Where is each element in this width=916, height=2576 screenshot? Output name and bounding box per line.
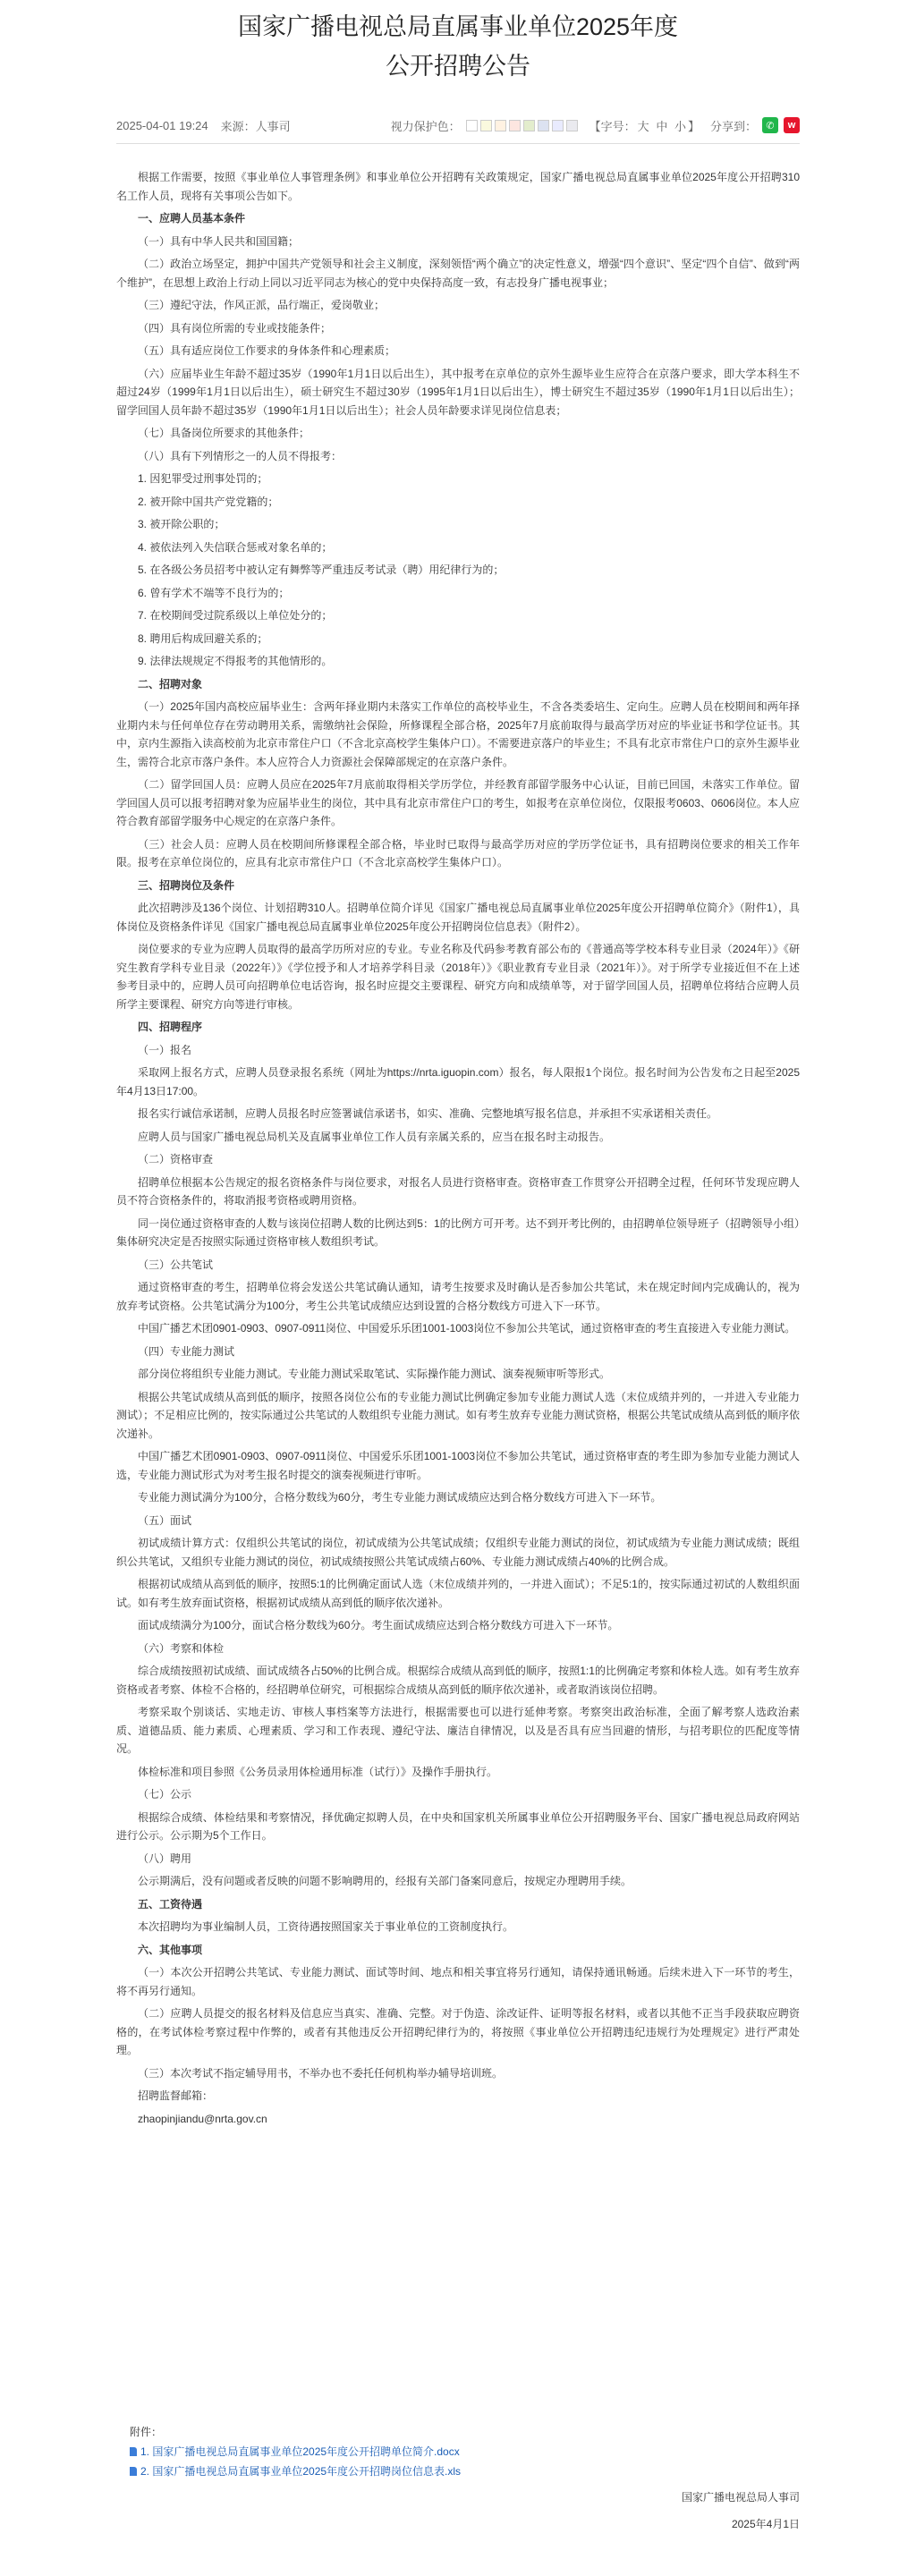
body-paragraph: 8. 聘用后构成回避关系的； xyxy=(138,631,268,645)
signature-date: 2025年4月1日 xyxy=(731,2518,800,2530)
body-paragraph: （一）2025年国内高校应届毕业生：含两年择业期内未落实工作单位的高校毕业生，不含各类委培生、定向生。应聘人员在校期间和两年择业期内未与任何单位存在劳动聘用关系，需缴纳社会保险，所修课程全部合格，2025年7月底前取得与最高学历对应的毕业证书和学位证书。其中，京内生源指入读高校前为北京市常住户口（不含北京高校学生集体户口）。不需要进京落户的毕业生；不具有北京市常住户口的京外生源毕业生，需符合北京市落户条件。本人应符合人力资源社会保障部规定的在京落户条件。 xyxy=(116,700,800,768)
body-paragraph: （一）具有中华人民共和国国籍； xyxy=(138,234,300,248)
font-size-small[interactable]: 小 xyxy=(674,119,686,133)
vision-color-swatch-8[interactable] xyxy=(566,120,578,131)
body-paragraph: 2. 被开除中国共产党党籍的； xyxy=(138,495,279,508)
article-body xyxy=(116,168,800,2132)
body-paragraph: 公示期满后，没有问题或者反映的问题不影响聘用的，经报有关部门备案同意后，按规定办理聘用手续。 xyxy=(138,1875,632,1887)
body-paragraph: （六）应届毕业生年龄不超过35岁（1990年1月1日以后出生），其中报考在京单位的京外生源毕业生应符合在京落户要求，即大学本科生不超过24岁（1999年1月1日以后出生），硕士研究生不超过30岁（1995年1月1日以后出生），博士研究生不超过35岁（1990年1月1日以后出生）；留学回国人员年龄不超过35岁（1990年1月1日以后出生）；社会人员年龄要求详见岗位信息表； xyxy=(116,367,800,417)
vision-color-swatches xyxy=(466,120,581,131)
attachments xyxy=(130,2422,461,2481)
body-paragraph: 初试成绩计算方式：仅组织公共笔试的岗位，初试成绩为公共笔试成绩；仅组织专业能力测试的岗位，初试成绩为专业能力测试成绩；既组织公共笔试，又组织专业能力测试的岗位，初试成绩按照公共笔试成绩占60%、专业能力测试成绩占40%的比例合成。 xyxy=(116,1537,800,1568)
body-paragraph: （二）政治立场坚定，拥护中国共产党领导和社会主义制度，深刻领悟“两个确立”的决定性意义，增强“四个意识”、坚定“四个自信”、做到“两个维护”，在思想上政治上行动上同以习近平同志为核心的党中央保持高度一致，有志投身广播电视事业； xyxy=(116,258,800,289)
body-paragraph: 根据初试成绩从高到低的顺序，按照5:1的比例确定面试人选（末位成绩并列的，一并进入面试）；不足5:1的，按实际通过初试的人数组织面试。如有考生放弃面试资格，根据初试成绩从高到低的顺序依次递补。 xyxy=(116,1578,800,1609)
body-paragraph: （二）资格审查 xyxy=(138,1153,214,1165)
body-paragraph: 1. 因犯罪受过刑事处罚的； xyxy=(138,472,268,485)
article-source: 来源：人事司 xyxy=(220,119,291,133)
body-paragraph: （三）公共笔试 xyxy=(138,1258,214,1271)
vision-color-swatch-5[interactable] xyxy=(523,120,535,131)
body-paragraph: 采取网上报名方式，应聘人员登录报名系统（网址为https://nrta.iguopin.com）报名，每人限报1个岗位。报名时间为公告发布之日起至2025年4月13日17:00。 xyxy=(116,1066,800,1097)
vision-color-swatch-3[interactable] xyxy=(495,120,506,131)
body-paragraph: （五）面试 xyxy=(138,1513,192,1527)
body-paragraph: 9. 法律法规规定不得报考的其他情形的。 xyxy=(138,655,333,667)
body-paragraph: （三）遵纪守法，作风正派，品行端正，爱岗敬业； xyxy=(138,299,386,311)
body-paragraph: 面试成绩满分为100分，面试合格分数线为60分。考生面试成绩应达到合格分数线方可进入下一环节。 xyxy=(138,1619,619,1631)
font-size-close-bracket: 】 xyxy=(687,119,700,133)
body-paragraph: 考察采取个别谈话、实地走访、审核人事档案等方法进行，根据需要也可以进行延伸考察。考察突出政治标准，全面了解考察人选政治素质、道德品质、能力素质、心理素质、学习和工作表现、遵纪守法、廉洁自律情况，以及是否具有应当回避的情形，与招考职位的匹配度等情况。 xyxy=(116,1706,800,1755)
vision-color-swatch-4[interactable] xyxy=(509,120,521,131)
publish-date: 2025-04-01 19:24 xyxy=(116,118,208,132)
body-paragraph: （四）具有岗位所需的专业或技能条件； xyxy=(138,321,332,335)
supervision-email[interactable]: zhaopinjiandu@nrta.gov.cn xyxy=(138,2112,267,2125)
body-paragraph: 综合成绩按照初试成绩、面试成绩各占50%的比例合成。根据综合成绩从高到低的顺序，按照1:1的比例确定考察和体检人选。如有考生放弃资格或者考察、体检不合格的，经招聘单位研究，可根据综合成绩从高到低的顺序依次递补，或者取消该岗位招聘。 xyxy=(116,1665,800,1696)
article-meta-bar xyxy=(116,112,800,139)
attachment-link-2[interactable] xyxy=(130,2462,461,2481)
vision-color-swatch-6[interactable] xyxy=(538,120,549,131)
body-paragraph: 招聘单位根据本公告规定的报名资格条件与岗位要求，对报名人员进行资格审查。资格审查工作贯穿公开招聘全过程，任何环节发现应聘人员不符合资格条件的，将取消报考资格或聘用资格。 xyxy=(116,1175,800,1207)
body-paragraph: 5. 在各级公务员招考中被认定有舞弊等严重违反考试录（聘）用纪律行为的； xyxy=(138,564,505,576)
share-label: 分享到： xyxy=(709,119,757,133)
body-paragraph: 报名实行诚信承诺制，应聘人员报名时应签署诚信承诺书，如实、准确、完整地填写报名信息，并承担不实承诺相关责任。 xyxy=(138,1107,718,1120)
body-paragraph: （三）社会人员：应聘人员在校期间所修课程全部合格，毕业时已取得与最高学历对应的学历学位证书，具有招聘岗位要求的相关工作年限。报考在京单位岗位的，应具有北京市常住户口（不含北京高校学生集体户口）。 xyxy=(116,837,800,869)
body-paragraph: 根据公共笔试成绩从高到低的顺序，按照各岗位公布的专业能力测试比例确定参加专业能力测试人选（末位成绩并列的，一并进入专业能力测试）；不足相应比例的，按实际通过公共笔试的人数组织专业能力测试。如有考生放弃专业能力测试资格，根据公共笔试成绩从高到低的顺序依次递补。 xyxy=(116,1390,800,1440)
body-paragraph: （二）留学回国人员：应聘人员应在2025年7月底前取得相关学历学位，并经教育部留学服务中心认证，目前已回国，未落实工作单位。留学回国人员可以报考招聘对象为应届毕业生的岗位，其中具有北京市常住户口的考生，如报考在京单位岗位，仅限报考0603、0606岗位。本人应符合教育部留学服务中心规定的在京落户条件。 xyxy=(116,778,800,827)
wechat-icon[interactable]: ✆ xyxy=(762,117,778,133)
page-title-line-1: 国家广播电视总局直属事业单位2025年度 xyxy=(237,13,679,40)
vision-protect-label: 视力保护色： xyxy=(390,119,461,133)
body-paragraph: 根据综合成绩、体检结果和考察情况，择优确定拟聘人员，在中央和国家机关所属事业单位公开招聘服务平台、国家广播电视总局政府网站进行公示。公示期为5个工作日。 xyxy=(116,1810,800,1842)
vision-color-swatch-7[interactable] xyxy=(552,120,564,131)
body-paragraph: 本次招聘均为事业编制人员，工资待遇按照国家关于事业单位的工资制度执行。 xyxy=(138,1920,514,1933)
body-paragraph: 同一岗位通过资格审查的人数与该岗位招聘人数的比例达到5：1的比例方可开考。达不到开考比例的，由招聘单位领导班子（招聘领导小组）集体研究决定是否按照实际通过资格审核人数组织考试。 xyxy=(116,1216,800,1248)
body-paragraph: （五）具有适应岗位工作要求的身体条件和心理素质； xyxy=(138,344,396,357)
attachment-link-1[interactable] xyxy=(130,2442,461,2462)
font-size-label: 【字号： xyxy=(589,119,636,133)
vision-color-swatch-1[interactable] xyxy=(466,120,478,131)
body-paragraph: （一）本次公开招聘公共笔试、专业能力测试、面试等时间、地点和相关事宜将另行通知，请保持通讯畅通。后续未进入下一环节的考生，将不再另行通知。 xyxy=(116,1966,800,1997)
body-paragraph: 部分岗位将组织专业能力测试。专业能力测试采取笔试、实际操作能力测试、演奏视频审听等形式。 xyxy=(138,1368,611,1380)
body-paragraph: 根据工作需要，按照《事业单位人事管理条例》和事业单位公开招聘有关政策规定，国家广播电视总局直属事业单位2025年度公开招聘310名工作人员，现将有关事项公告如下。 xyxy=(116,171,800,202)
body-paragraph: （八）具有下列情形之一的人员不得报考： xyxy=(138,449,343,462)
body-paragraph: （七）具备岗位所要求的其他条件； xyxy=(138,427,310,439)
section-heading: 一、应聘人员基本条件 xyxy=(138,212,246,225)
section-heading: 二、招聘对象 xyxy=(138,677,203,691)
body-paragraph: （八）聘用 xyxy=(138,1852,192,1865)
body-paragraph: （六）考察和体检 xyxy=(138,1641,225,1655)
vision-color-swatch-2[interactable] xyxy=(480,120,492,131)
section-heading: 五、工资待遇 xyxy=(138,1897,203,1911)
body-paragraph: 专业能力测试满分为100分，合格分数线为60分，考生专业能力测试成绩应达到合格分数线方可进入下一环节。 xyxy=(138,1491,662,1504)
weibo-icon[interactable]: w xyxy=(784,117,800,133)
body-paragraph: 岗位要求的专业为应聘人员取得的最高学历所对应的专业。专业名称及代码参考教育部公布的《普通高等学校本科专业目录（2024年）》《研究生教育学科专业目录（2022年）》《学位授予和人才培养学科目录（2018年）》《职业教育专业目录（2021年）》。对于所学专业接近但不在上述参考目录中的，应聘人员可向招聘单位电话咨询，报名时应提交主要课程、研究方向和成绩单等，对于留学回国人员，招聘单位将结合应聘人员所学主要课程、研究方向等进行审核。 xyxy=(116,943,800,1011)
body-paragraph: （一）报名 xyxy=(138,1043,192,1056)
body-paragraph: （四）专业能力测试 xyxy=(138,1344,235,1358)
body-paragraph: 应聘人员与国家广播电视总局机关及直属事业单位工作人员有亲属关系的，应当在报名时主动报告。 xyxy=(138,1130,611,1143)
body-paragraph: 通过资格审查的考生，招聘单位将会发送公共笔试确认通知，请考生按要求及时确认是否参加公共笔试，未在规定时间内完成确认的，视为放弃考试资格。公共笔试满分为100分，考生公共笔试成绩应达到设置的合格分数线方可进入下一环节。 xyxy=(116,1281,800,1312)
body-paragraph: 6. 曾有学术不端等不良行为的； xyxy=(138,586,290,599)
section-heading: 三、招聘岗位及条件 xyxy=(138,878,235,892)
body-paragraph: 中国广播艺术团0901-0903、0907-0911岗位、中国爱乐乐团1001-1003岗位不参加公共笔试，通过资格审查的考生直接进入专业能力测试。 xyxy=(138,1322,796,1335)
attachment-link-2-text[interactable]: 2. 国家广播电视总局直属事业单位2025年度公开招聘岗位信息表.xls xyxy=(140,2465,462,2478)
body-paragraph: 招聘监督邮箱： xyxy=(138,2089,214,2102)
body-paragraph: 4. 被依法列入失信联合惩戒对象名单的； xyxy=(138,540,333,554)
reading-tools xyxy=(391,117,800,134)
signature-org: 国家广播电视总局人事司 xyxy=(681,2491,800,2504)
file-icon xyxy=(130,2447,137,2456)
attachment-link-1-text[interactable]: 1. 国家广播电视总局直属事业单位2025年度公开招聘单位简介.docx xyxy=(140,2445,460,2458)
page-title-line-2: 公开招聘公告 xyxy=(386,53,530,80)
body-paragraph: 此次招聘涉及136个岗位、计划招聘310人。招聘单位简介详见《国家广播电视总局直属事业单位2025年度公开招聘单位简介》（附件1），具体岗位及资格条件详见《国家广播电视总局直属事业单位2025年度公开招聘岗位信息表》（附件2）。 xyxy=(116,902,800,933)
body-paragraph: （二）应聘人员提交的报名材料及信息应当真实、准确、完整。对于伪造、涂改证件、证明等报名材料，或者以其他不正当手段获取应聘资格的，在考试体检考察过程中作弊的，或者有其他违反公开招聘纪律行为的，将按照《事业单位公开招聘违纪违规行为处理规定》进行严肃处理。 xyxy=(116,2007,800,2056)
file-icon xyxy=(130,2467,137,2476)
body-paragraph: （七）公示 xyxy=(138,1788,192,1801)
body-paragraph: （三）本次考试不指定辅导用书，不举办也不委托任何机构举办辅导培训班。 xyxy=(138,2066,504,2080)
attachments-label: 附件： xyxy=(130,2426,163,2438)
section-heading: 六、其他事项 xyxy=(138,1943,203,1956)
font-size-large[interactable]: 大 xyxy=(637,119,649,133)
font-size-medium[interactable]: 中 xyxy=(656,119,668,133)
body-paragraph: 体检标准和项目参照《公务员录用体检通用标准（试行）》及操作手册执行。 xyxy=(138,1765,498,1778)
body-paragraph: 7. 在校期间受过院系级以上单位处分的； xyxy=(138,609,333,622)
body-paragraph: 3. 被开除公职的； xyxy=(138,518,225,530)
body-paragraph: 中国广播艺术团0901-0903、0907-0911岗位、中国爱乐乐团1001-1003岗位不参加公共笔试，通过资格审查的考生即为参加专业能力测试人选，专业能力测试形式为对考生报名时提交的演奏视频进行审听。 xyxy=(116,1450,800,1481)
header-divider xyxy=(116,143,800,144)
section-heading: 四、招聘程序 xyxy=(138,1021,203,1033)
